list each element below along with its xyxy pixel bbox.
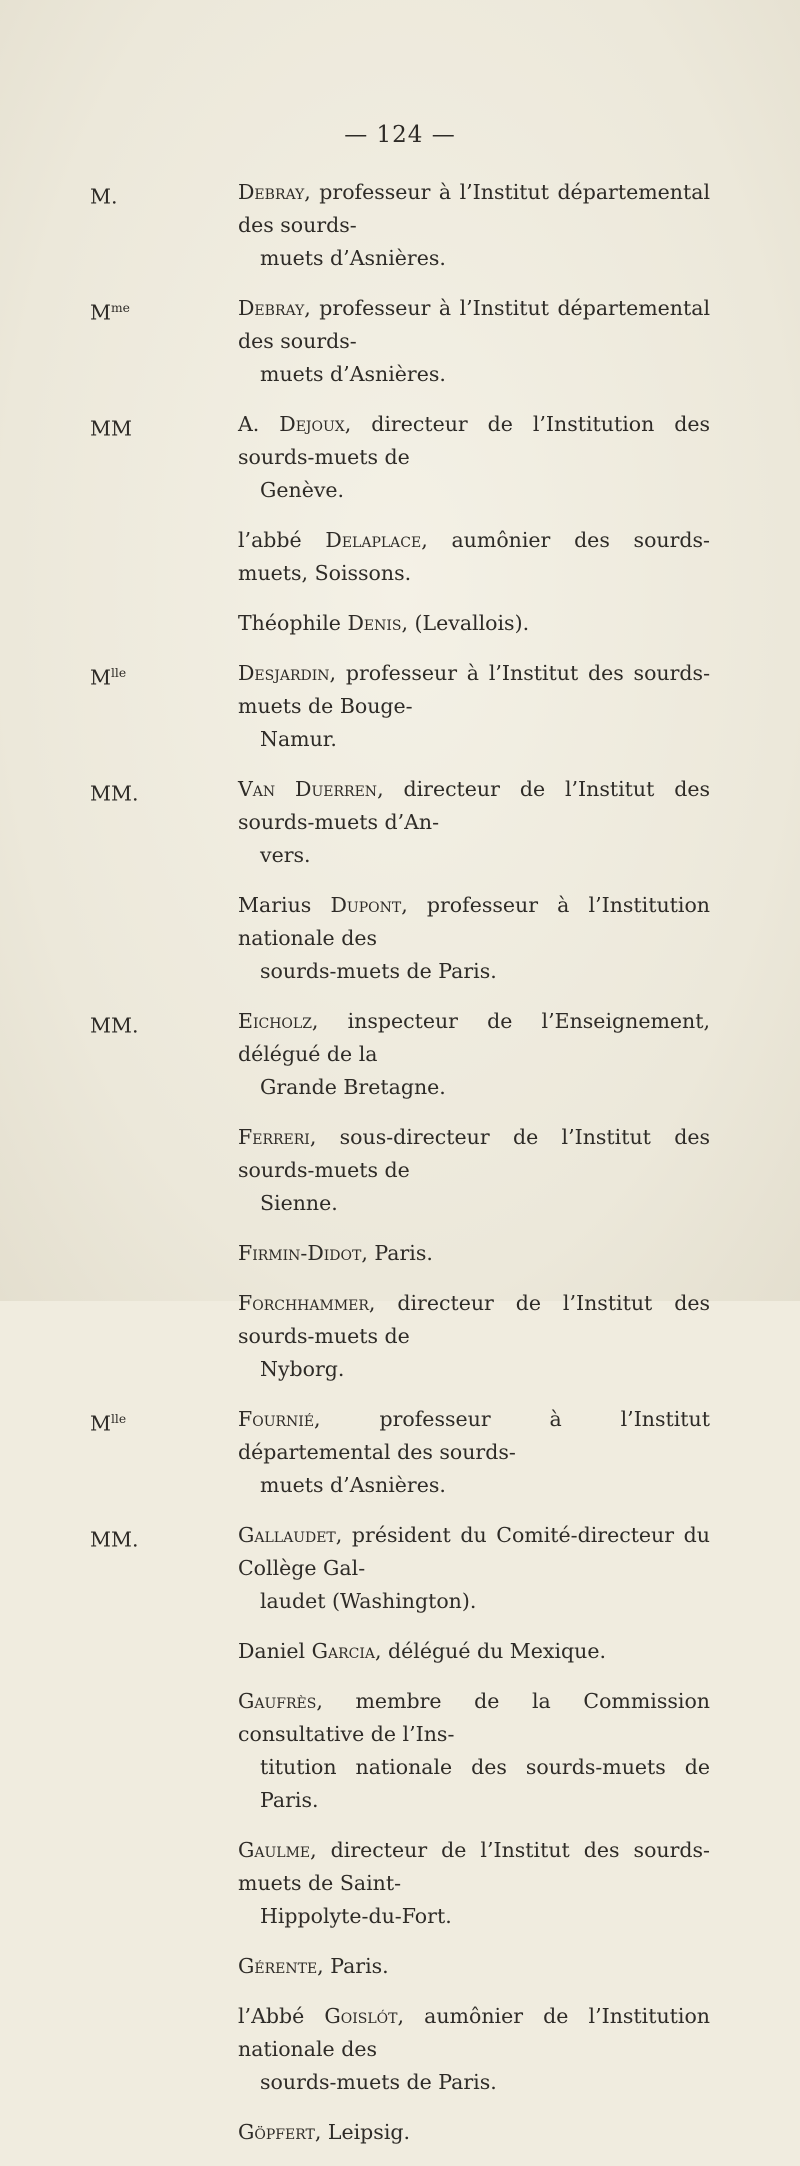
entry-surname: Gérente <box>238 1954 318 1978</box>
list-item <box>0 657 800 756</box>
entry-description: , professeur à l’Institution nationale des <box>238 893 711 950</box>
entry-description: , (Levallois). <box>401 611 530 635</box>
entry-surname: Delaplace <box>325 528 422 552</box>
entry-description: , délégué du Mexique. <box>375 1639 607 1663</box>
list-item <box>0 2116 800 2149</box>
list-item <box>0 176 800 275</box>
entry-surname: Eicholz <box>238 1009 312 1033</box>
entry-continuation: Genève. <box>260 478 345 502</box>
honorific-text: MM. <box>90 781 139 806</box>
entry-description: , Leipsig. <box>314 2120 411 2144</box>
entry-first-line <box>238 292 710 358</box>
honorific <box>90 657 126 694</box>
honorific <box>90 1403 126 1440</box>
list-item <box>0 408 800 507</box>
entry-surname: Forchhammer <box>238 1291 369 1315</box>
entry-surname: Goislót <box>324 2004 398 2028</box>
entry-description: , inspecteur de l’Enseignement, délégué de la <box>238 1009 710 1066</box>
entry-continuation: Namur. <box>260 727 337 751</box>
entry-first-line <box>238 2116 710 2149</box>
entry-surname: Desjardin <box>238 661 330 685</box>
entry-description: , professeur à l’Institut départemental des sourds- <box>238 180 710 237</box>
honorific <box>90 176 118 213</box>
member-list <box>0 176 800 2166</box>
entry-first-line <box>238 1121 710 1187</box>
entry-surname: Fournié <box>238 1407 315 1431</box>
entry-surname: Göpfert <box>238 2120 315 2144</box>
entry-first-line <box>238 1005 710 1071</box>
entry-surname: Dupont <box>330 893 402 917</box>
list-item <box>0 1403 800 1502</box>
entry-continuation: muets d’Asnières. <box>260 1473 446 1497</box>
entry-description: , aumônier de l’Institution nationale des <box>238 2004 710 2061</box>
entry-continuation: Sienne. <box>260 1191 338 1215</box>
honorific <box>90 773 139 810</box>
entry-continuation: titution nationale des sourds-muets de Paris. <box>260 1755 710 1812</box>
honorific-text: MM <box>90 416 132 441</box>
entry-continuation: vers. <box>260 843 311 867</box>
list-item <box>0 2000 800 2099</box>
entry-description: , directeur de l’Institut des sourds-muets de Saint- <box>238 1838 710 1895</box>
entry-surname: Gallaudet <box>238 1523 336 1547</box>
entry-forename: l’Abbé <box>238 2004 325 2028</box>
entry-surname: Van Duerren <box>238 777 378 801</box>
entry-surname: Denis <box>347 611 402 635</box>
entry-description: , sous-directeur de l’Institut des sourds-muets de <box>238 1125 710 1182</box>
entry-first-line <box>238 889 710 955</box>
honorific <box>90 1519 139 1556</box>
list-item <box>0 889 800 988</box>
entry-description: , Paris. <box>361 1241 433 1265</box>
entry-first-line <box>238 1635 710 1668</box>
list-item <box>0 1237 800 1270</box>
entry-description: , professeur à l’Institut départemental des sourds- <box>238 296 710 353</box>
entry-first-line <box>238 773 710 839</box>
entry-surname: Debray <box>238 180 305 204</box>
honorific <box>90 1005 139 1042</box>
entry-surname: Garcia <box>311 1639 376 1663</box>
list-item <box>0 1685 800 1817</box>
entry-surname: Ferreri <box>238 1125 310 1149</box>
entry-first-line <box>238 657 710 723</box>
entry-continuation: sourds-muets de Paris. <box>260 2070 497 2094</box>
honorific-superscript: lle <box>111 666 127 680</box>
entry-first-line <box>238 1287 710 1353</box>
list-item <box>0 1287 800 1386</box>
list-item <box>0 773 800 872</box>
entry-first-line <box>238 1237 710 1270</box>
entry-description: , directeur de l’Institut des sourds-muets de <box>238 1291 710 1348</box>
entry-description: , professeur à l’Institut des sourds-muets de Bouge- <box>238 661 710 718</box>
entry-surname: Firmin-Didot <box>238 1241 362 1265</box>
entry-forename: Marius <box>238 893 331 917</box>
entry-forename: Théophile <box>238 611 348 635</box>
entry-first-line <box>238 408 710 474</box>
list-item <box>0 1519 800 1618</box>
entry-first-line <box>238 2000 710 2066</box>
entry-forename: Daniel <box>238 1639 312 1663</box>
list-item <box>0 1121 800 1220</box>
honorific-text: MM. <box>90 1527 139 1552</box>
entry-first-line <box>238 176 710 242</box>
entry-forename: A. <box>238 412 280 436</box>
entry-continuation: muets d’Asnières. <box>260 246 446 270</box>
entry-continuation: laudet (Washington). <box>260 1589 477 1613</box>
entry-surname: Gaufrès <box>238 1689 317 1713</box>
page-number: — 124 — <box>344 122 456 148</box>
honorific-text: M <box>90 665 111 690</box>
entry-continuation: sourds-muets de Paris. <box>260 959 497 983</box>
list-item <box>0 1950 800 1983</box>
list-item <box>0 524 800 590</box>
list-item <box>0 607 800 640</box>
honorific-superscript: lle <box>111 1412 127 1426</box>
honorific-text: M <box>90 300 111 325</box>
list-item <box>0 292 800 391</box>
entry-first-line <box>238 1834 710 1900</box>
honorific-text: M. <box>90 184 118 209</box>
entry-first-line <box>238 524 710 590</box>
entry-description: , directeur de l’Institution des sourds-muets de <box>238 412 711 469</box>
entry-continuation: Hippolyte-du-Fort. <box>260 1904 452 1928</box>
entry-first-line <box>238 1519 710 1585</box>
entry-first-line <box>238 1685 710 1751</box>
honorific <box>90 292 130 329</box>
honorific <box>90 408 132 445</box>
entry-first-line <box>238 1950 710 1983</box>
entry-description: , Paris. <box>317 1954 389 1978</box>
entry-description: , membre de la Commission consultative de l’Ins- <box>238 1689 710 1746</box>
entry-first-line <box>238 607 710 640</box>
honorific-superscript: me <box>111 301 130 315</box>
list-item <box>0 1635 800 1668</box>
entry-first-line <box>238 1403 710 1469</box>
entry-description: , aumônier des sourds-muets, Soissons. <box>238 528 710 585</box>
list-item <box>0 1834 800 1933</box>
entry-continuation: Grande Bretagne. <box>260 1075 446 1099</box>
entry-forename: l’abbé <box>238 528 326 552</box>
honorific-text: MM. <box>90 1013 139 1038</box>
entry-surname: Dejoux <box>279 412 345 436</box>
entry-description: , directeur de l’Institut des sourds-muets d’An- <box>238 777 710 834</box>
list-item <box>0 1005 800 1104</box>
honorific-text: M <box>90 1411 111 1436</box>
entry-surname: Gaulme <box>238 1838 311 1862</box>
entry-continuation: muets d’Asnières. <box>260 362 446 386</box>
entry-surname: Debray <box>238 296 305 320</box>
entry-continuation: Nyborg. <box>260 1357 345 1381</box>
entry-description: , président du Comité-directeur du Collège Gal- <box>238 1523 710 1580</box>
entry-description: , professeur à l’Institut départemental des sourds- <box>238 1407 710 1464</box>
